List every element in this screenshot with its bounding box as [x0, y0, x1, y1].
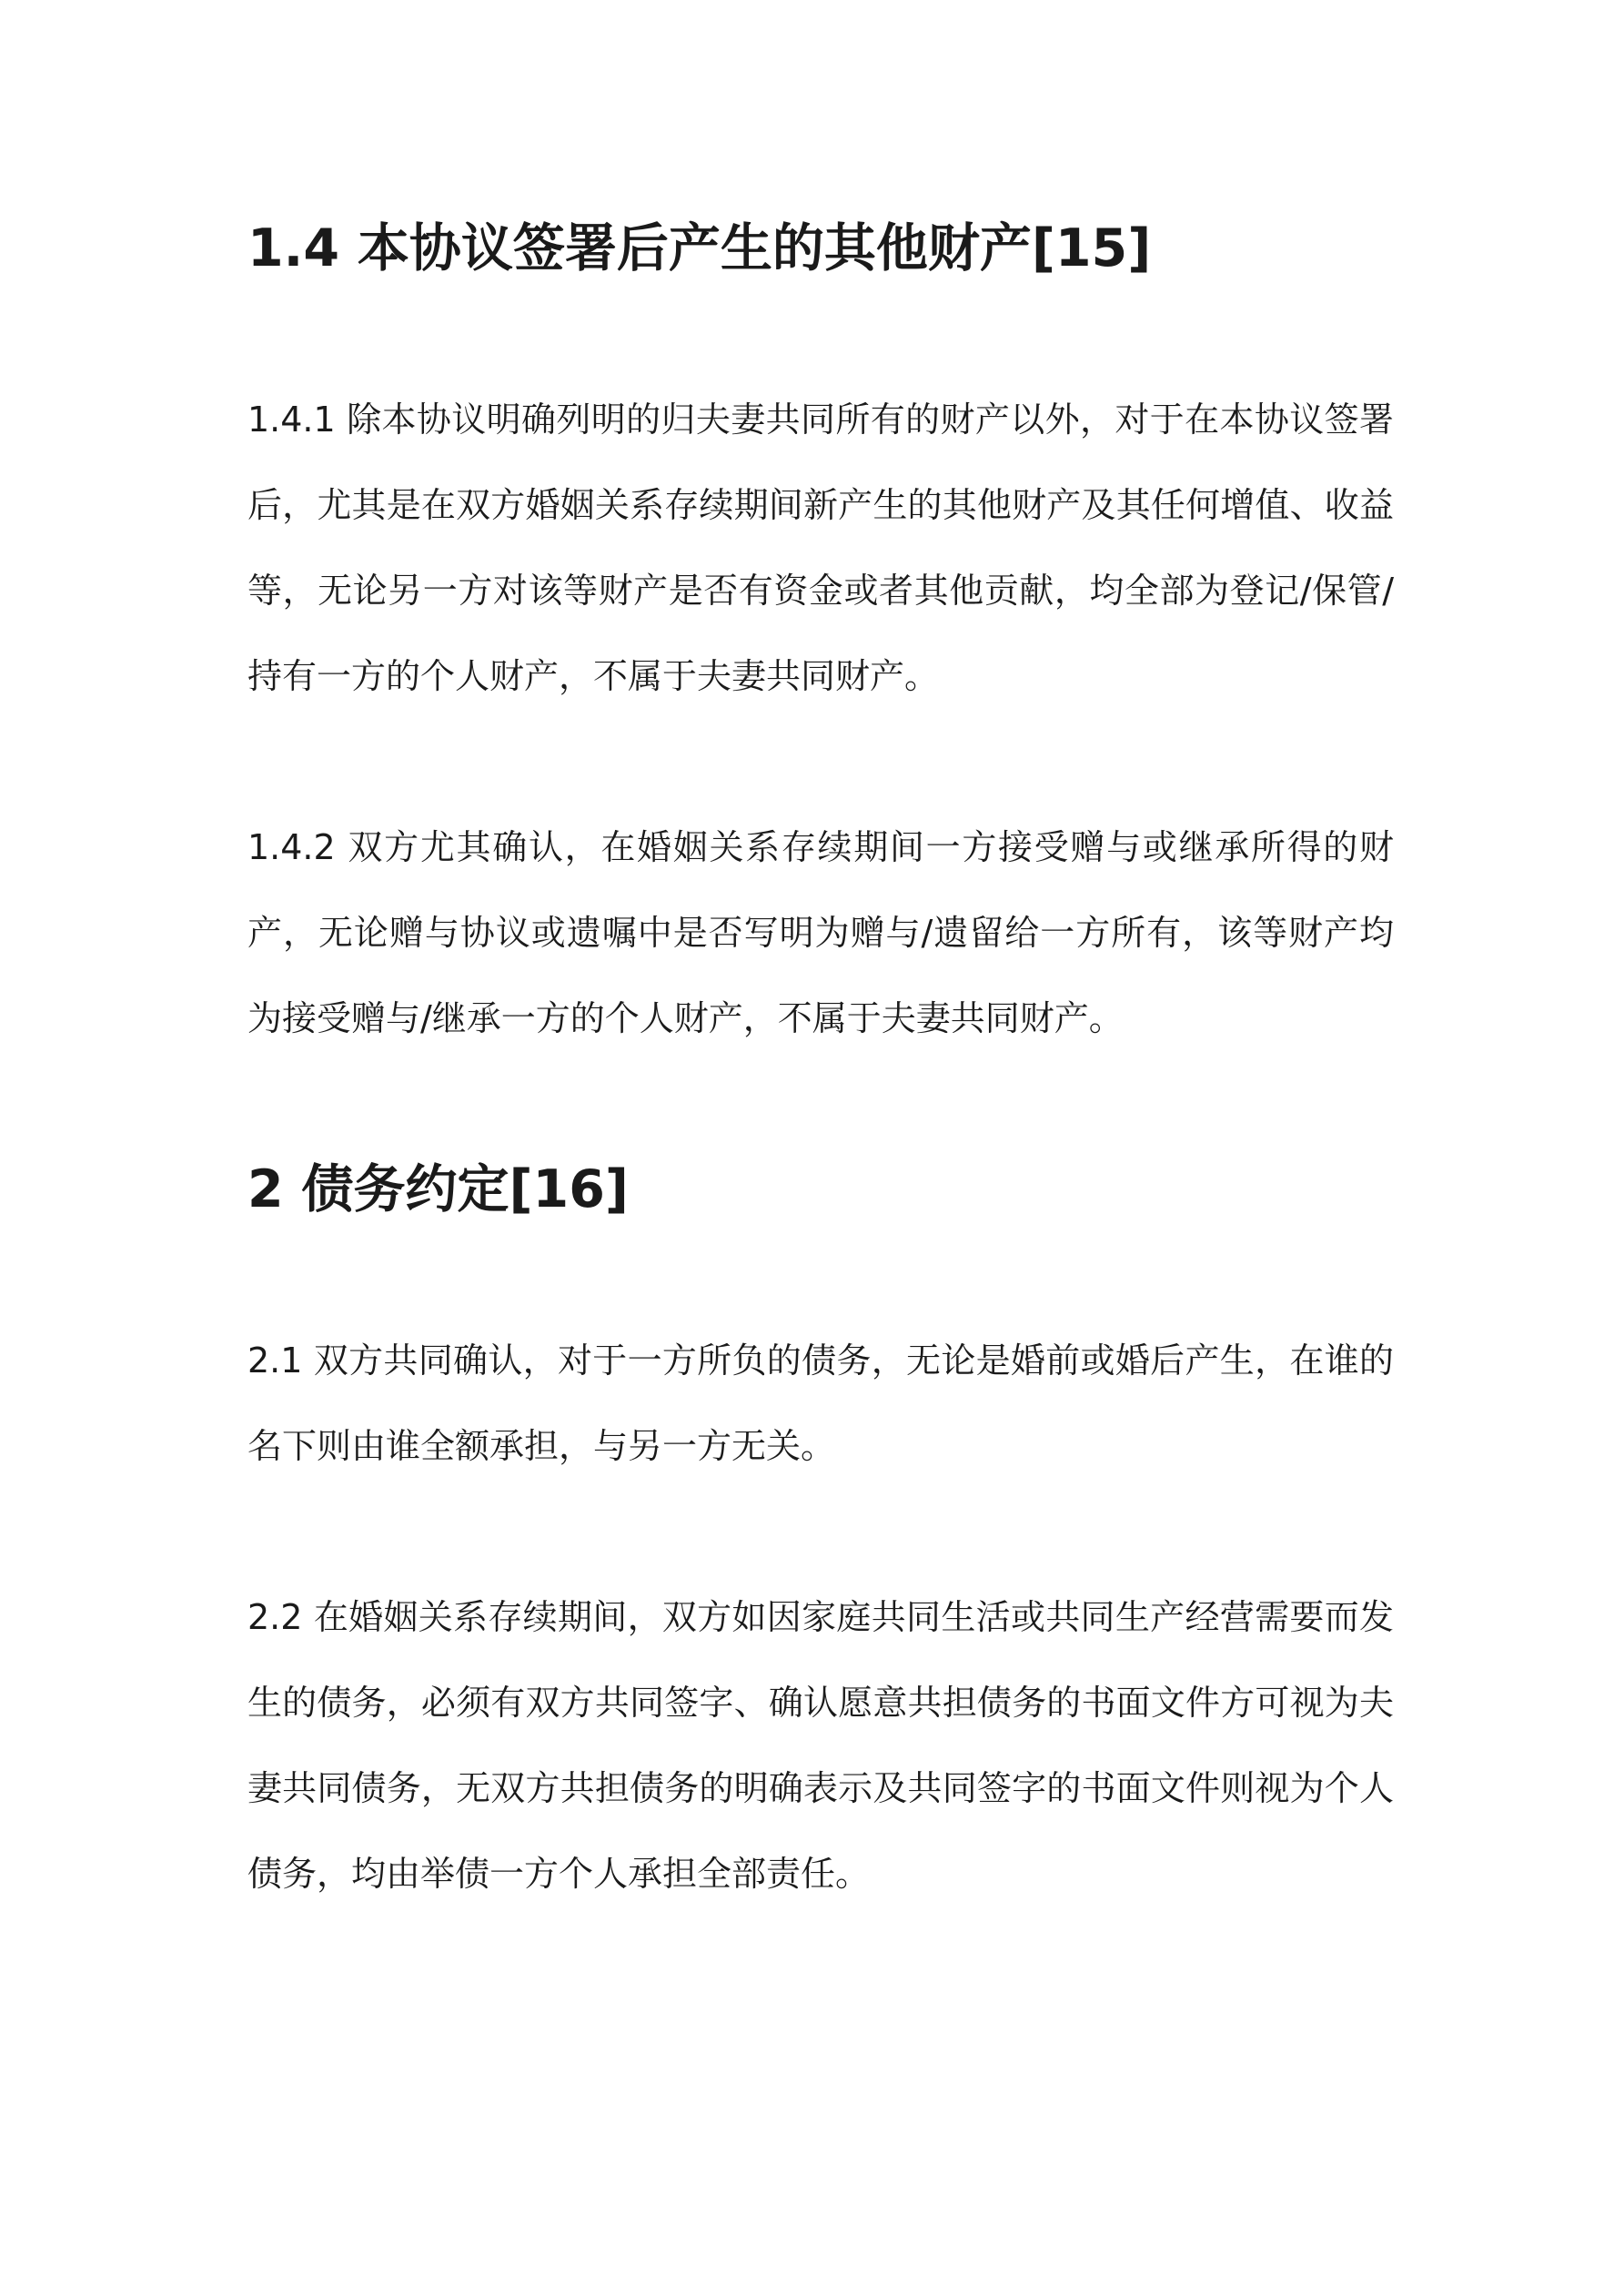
section-heading-1-4: 1.4 本协议签署后产生的其他财产[15] [247, 218, 1152, 278]
spacer [247, 719, 1394, 804]
document-body [247, 206, 1394, 1917]
spacer [247, 1061, 1394, 1147]
spacer [247, 291, 1394, 377]
paragraph-2-1: 2.1 双方共同确认，对于一方所负的债务，无论是婚前或婚后产生，在谁的名下则由谁全额承担，与另一方无关。 [247, 1340, 1394, 1466]
section-heading-2: 2 债务约定[16] [247, 1159, 629, 1219]
spacer [247, 1232, 1394, 1318]
spacer [247, 1489, 1394, 1574]
paragraph-1-4-2: 1.4.2 双方尤其确认，在婚姻关系存续期间一方接受赠与或继承所得的财产，无论赠与协议或遗嘱中是否写明为赠与/遗留给一方所有，该等财产均为接受赠与/继承一方的个人财产，不属于夫妻共同财产。 [247, 827, 1394, 1038]
paragraph-1-4-1: 1.4.1 除本协议明确列明的归夫妻共同所有的财产以外，对于在本协议签署后，尤其是在双方婚姻关系存续期间新产生的其他财产及其任何增值、收益等，无论另一方对该等财产是否有资金或者其他贡献，均全部为登记/保管/持有一方的个人财产，不属于夫妻共同财产。 [247, 400, 1394, 696]
paragraph-2-2: 2.2 在婚姻关系存续期间，双方如因家庭共同生活或共同生产经营需要而发生的债务，必须有双方共同签字、确认愿意共担债务的书面文件方可视为夫妻共同债务，无双方共担债务的明确表示及共同签字的书面文件则视为个人债务，均由举债一方个人承担全部责任。 [247, 1597, 1394, 1894]
